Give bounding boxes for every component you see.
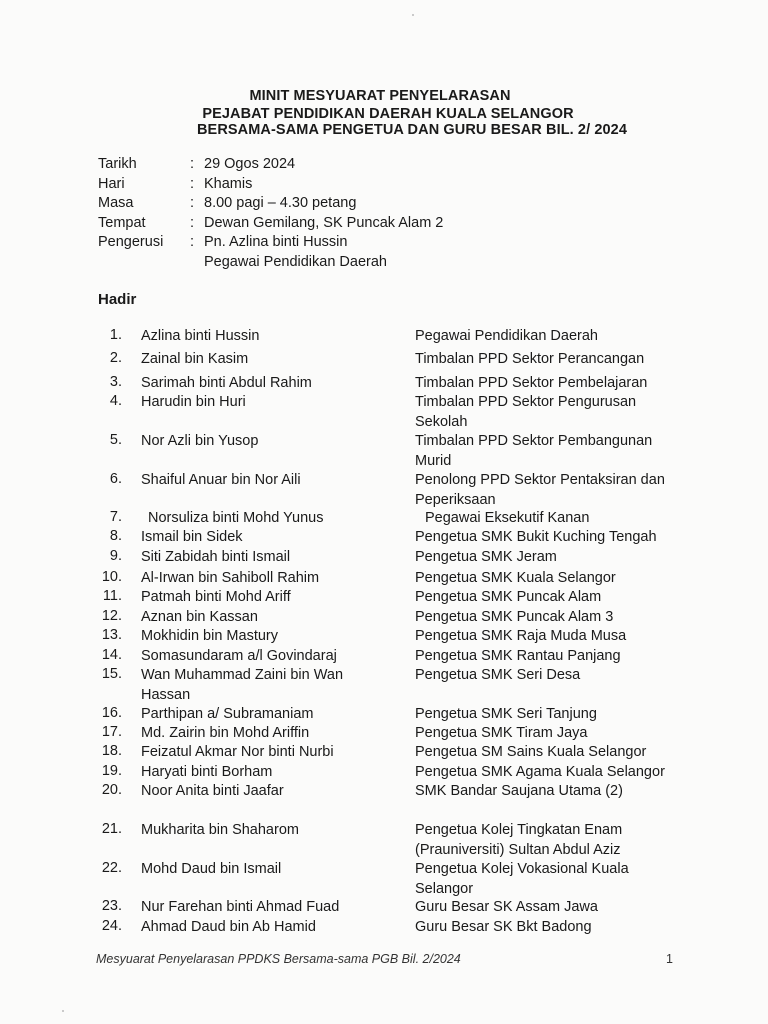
attendee-position: Pengetua SMK Seri Tanjung	[415, 706, 597, 722]
attendee-number: 9.	[109, 548, 122, 564]
attendee-number: 12.	[101, 608, 122, 624]
attendee-name: Md. Zairin bin Mohd Ariffin	[141, 725, 310, 741]
attendee-number: 1.	[109, 327, 122, 343]
attendee-number: 8.	[109, 528, 122, 544]
attendee-name: Al-Irwan bin Sahiboll Rahim	[141, 570, 320, 586]
attendee-number: 6.	[109, 471, 122, 487]
meta-value: 8.00 pagi – 4.30 petang	[204, 195, 357, 211]
attendee-number: 14.	[101, 647, 122, 663]
footer-text: Mesyuarat Penyelarasan PPDKS Bersama-sama PGB Bil. 2/2024	[96, 952, 461, 966]
attendee-position: SMK Bandar Saujana Utama (2)	[415, 783, 623, 799]
attendee-name: Ahmad Daud bin Ab Hamid	[141, 919, 316, 935]
scan-speck	[412, 14, 414, 16]
section-title-attendance: Hadir	[98, 291, 137, 308]
attendee-position: Pengetua SMK Puncak Alam 3	[415, 609, 614, 625]
attendee-number: 18.	[101, 743, 122, 759]
attendee-number: 17.	[101, 724, 122, 740]
meta-colon: :	[190, 156, 195, 172]
attendee-name: Shaiful Anuar bin Nor Aili	[141, 472, 301, 488]
attendee-number: 4.	[109, 393, 122, 409]
attendee-number: 2.	[109, 350, 122, 366]
attendee-number: 13.	[101, 627, 122, 643]
page-number: 1	[666, 952, 673, 966]
attendee-position: Pengetua SMK Seri Desa	[415, 667, 581, 683]
attendee-name: Feizatul Akmar Nor binti Nurbi	[141, 744, 334, 760]
attendee-name: Zainal bin Kasim	[141, 351, 249, 367]
attendee-position: Pengetua SMK Puncak Alam	[415, 589, 602, 605]
attendee-position: Timbalan PPD Sektor Pembangunan Murid	[415, 433, 653, 469]
attendee-name: Mokhidin bin Mastury	[141, 628, 278, 644]
attendee-name: Azlina binti Hussin	[141, 328, 260, 344]
attendee-number: 7.	[109, 509, 122, 525]
meta-colon: :	[190, 214, 195, 231]
attendee-name: Norsuliza binti Mohd Yunus	[148, 510, 324, 526]
meta-colon: :	[190, 175, 195, 192]
meta-value: Pn. Azlina binti Hussin	[204, 234, 348, 250]
title-line-3: BERSAMA-SAMA PENGETUA DAN GURU BESAR BIL. 2/ 2024	[196, 122, 628, 138]
title-line-2: PEJABAT PENDIDIKAN DAERAH KUALA SELANGOR	[202, 106, 574, 122]
attendee-position: Pengetua SMK Raja Muda Musa	[415, 628, 627, 644]
attendee-name: Ismail bin Sidek	[141, 529, 243, 545]
attendee-number: 22.	[101, 860, 122, 876]
attendee-position: Pengetua SMK Agama Kuala Selangor	[415, 764, 665, 780]
attendee-name: Mohd Daud bin Ismail	[141, 861, 282, 877]
meta-label: Pengerusi	[98, 234, 164, 250]
attendee-name: Siti Zabidah binti Ismail	[141, 549, 291, 565]
attendee-name: Nor Azli bin Yusop	[141, 433, 259, 449]
attendee-name: Parthipan a/ Subramaniam	[141, 706, 314, 722]
attendee-position: Pengetua Kolej Tingkatan Enam (Prauniversiti) Sultan Abdul Aziz	[415, 822, 623, 858]
attendee-position: Pengetua SMK Tiram Jaya	[415, 725, 588, 741]
attendee-position: Guru Besar SK Bkt Badong	[415, 919, 592, 935]
meta-label: Tempat	[98, 214, 146, 231]
attendee-name: Harudin bin Huri	[141, 394, 246, 410]
attendee-position: Pengetua SMK Kuala Selangor	[415, 570, 616, 586]
attendee-position: Pengetua SMK Rantau Panjang	[415, 648, 621, 664]
attendee-position: Penolong PPD Sektor Pentaksiran dan Peperiksaan	[415, 472, 665, 508]
attendee-position: Pengetua Kolej Vokasional Kuala Selangor	[415, 861, 629, 897]
meta-value: Pegawai Pendidikan Daerah	[204, 253, 387, 270]
attendee-position: Pengetua SM Sains Kuala Selangor	[415, 744, 647, 760]
attendee-position: Timbalan PPD Sektor Pembelajaran	[415, 375, 648, 391]
attendee-name: Haryati binti Borham	[141, 764, 273, 780]
attendee-number: 20.	[101, 782, 122, 798]
meta-value: Khamis	[204, 175, 253, 192]
attendee-number: 16.	[101, 705, 122, 721]
attendee-number: 23.	[101, 898, 122, 914]
attendee-name: Mukharita bin Shaharom	[141, 822, 299, 838]
attendee-position: Pegawai Eksekutif Kanan	[425, 510, 590, 526]
meta-label: Tarikh	[98, 156, 137, 172]
attendee-name: Aznan bin Kassan	[141, 609, 258, 625]
attendee-position: Pengetua SMK Jeram	[415, 549, 557, 565]
attendee-number: 10.	[101, 569, 122, 585]
attendee-position: Pegawai Pendidikan Daerah	[415, 328, 598, 344]
attendee-name: Somasundaram a/l Govindaraj	[141, 648, 337, 664]
attendee-number: 21.	[101, 821, 122, 837]
meta-colon: :	[190, 195, 195, 211]
meta-label: Masa	[98, 195, 134, 211]
attendee-number: 5.	[109, 432, 122, 448]
attendee-number: 24.	[101, 918, 122, 934]
attendee-position: Timbalan PPD Sektor Pengurusan Sekolah	[415, 394, 637, 430]
attendee-name: Wan Muhammad Zaini bin Wan Hassan	[141, 667, 344, 703]
attendee-position: Pengetua SMK Bukit Kuching Tengah	[415, 529, 657, 545]
attendee-name: Noor Anita binti Jaafar	[141, 783, 284, 799]
attendee-number: 11.	[102, 588, 122, 604]
attendee-position: Timbalan PPD Sektor Perancangan	[415, 351, 645, 367]
attendee-position: Guru Besar SK Assam Jawa	[415, 899, 598, 915]
attendee-number: 19.	[101, 763, 122, 779]
meta-label: Hari	[98, 175, 125, 192]
scan-speck	[62, 1010, 64, 1012]
attendee-number: 3.	[109, 374, 122, 390]
attendee-name: Nur Farehan binti Ahmad Fuad	[141, 899, 340, 915]
title-line-1: MINIT MESYUARAT PENYELARASAN	[249, 88, 511, 104]
attendee-name: Sarimah binti Abdul Rahim	[141, 375, 312, 391]
meta-value: 29 Ogos 2024	[204, 156, 296, 172]
meta-colon: :	[190, 234, 195, 250]
attendee-number: 15.	[101, 666, 122, 682]
attendee-name: Patmah binti Mohd Ariff	[141, 589, 291, 605]
meta-value: Dewan Gemilang, SK Puncak Alam 2	[204, 214, 444, 231]
